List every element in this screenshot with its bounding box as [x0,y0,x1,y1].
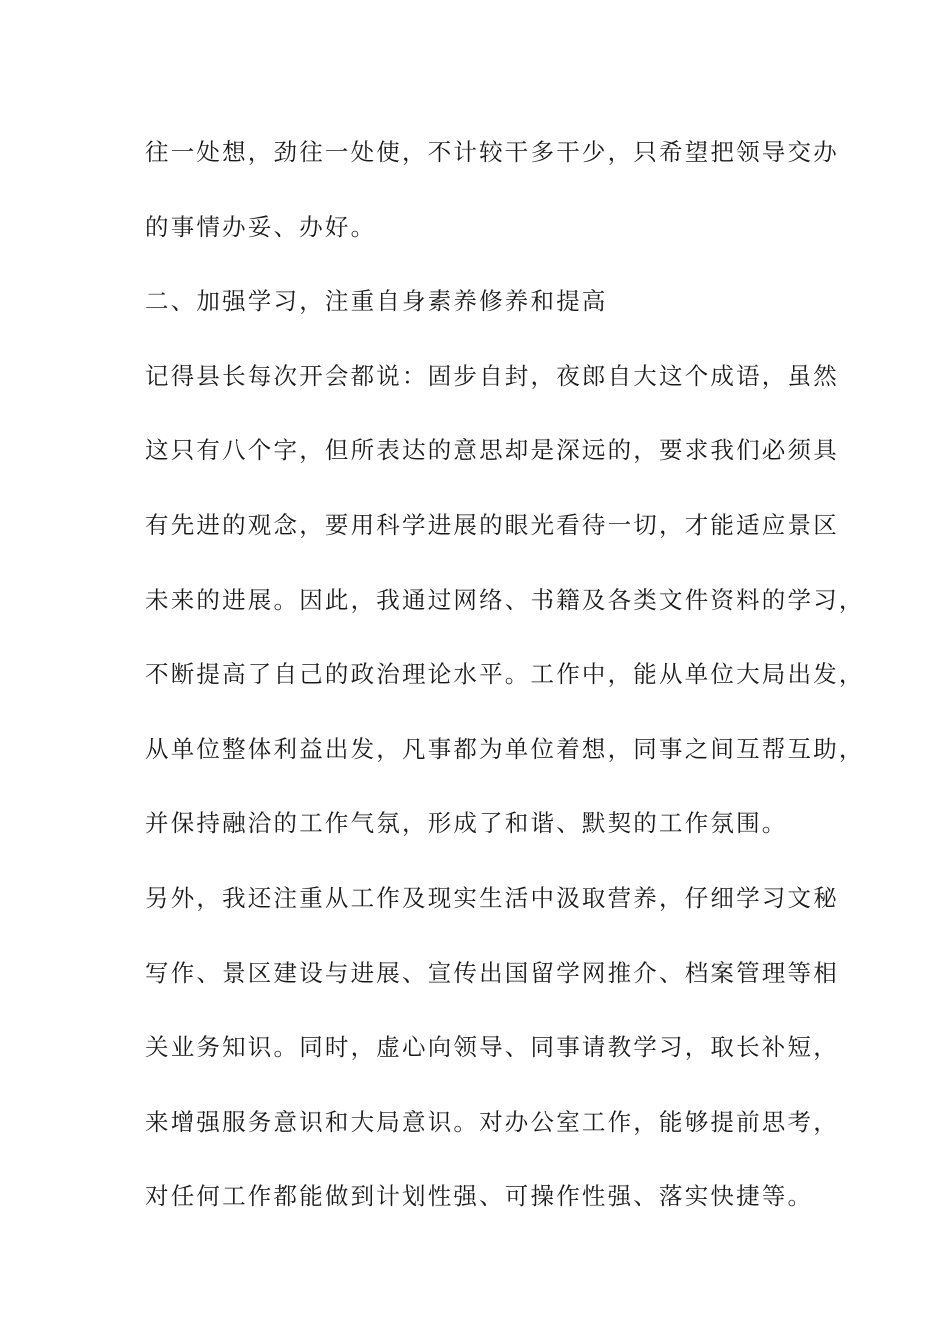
section-heading: 二、加强学习，注重自身素养修养和提高 [145,287,608,315]
text-line: 关业务知识。同时，虚心向领导、同事请教学习，取长补短， [145,1033,839,1061]
text-line: 并保持融洽的工作气氛，形成了和谐、默契的工作氛围。 [145,809,788,837]
text-line: 的事情办妥、办好。 [145,213,377,241]
text-line: 有先进的观念，要用科学进展的眼光看待一切，才能适应景区 [145,511,839,539]
text-line: 这只有八个字，但所表达的意思却是深远的，要求我们必须具 [145,436,839,464]
text-line: 往一处想，劲往一处使，不计较干多干少，只希望把领导交办 [145,138,839,166]
text-line: 来增强服务意识和大局意识。对办公室工作，能够提前思考， [145,1108,839,1136]
text-line: 对任何工作都能做到计划性强、可操作性强、落实快捷等。 [145,1182,814,1210]
text-line: 从单位整体利益出发，凡事都为单位着想，同事之间互帮互助， [145,735,865,763]
text-line: 不断提高了自己的政治理论水平。工作中，能从单位大局出发， [145,660,865,688]
text-line: 未来的进展。因此，我通过网络、书籍及各类文件资料的学习， [145,586,865,614]
text-line: 记得县长每次开会都说：固步自封，夜郎自大这个成语，虽然 [145,362,839,390]
text-line: 另外，我还注重从工作及现实生活中汲取营养，仔细学习文秘 [145,884,839,912]
text-line: 写作、景区建设与进展、宣传出国留学网推介、档案管理等相 [145,959,839,987]
